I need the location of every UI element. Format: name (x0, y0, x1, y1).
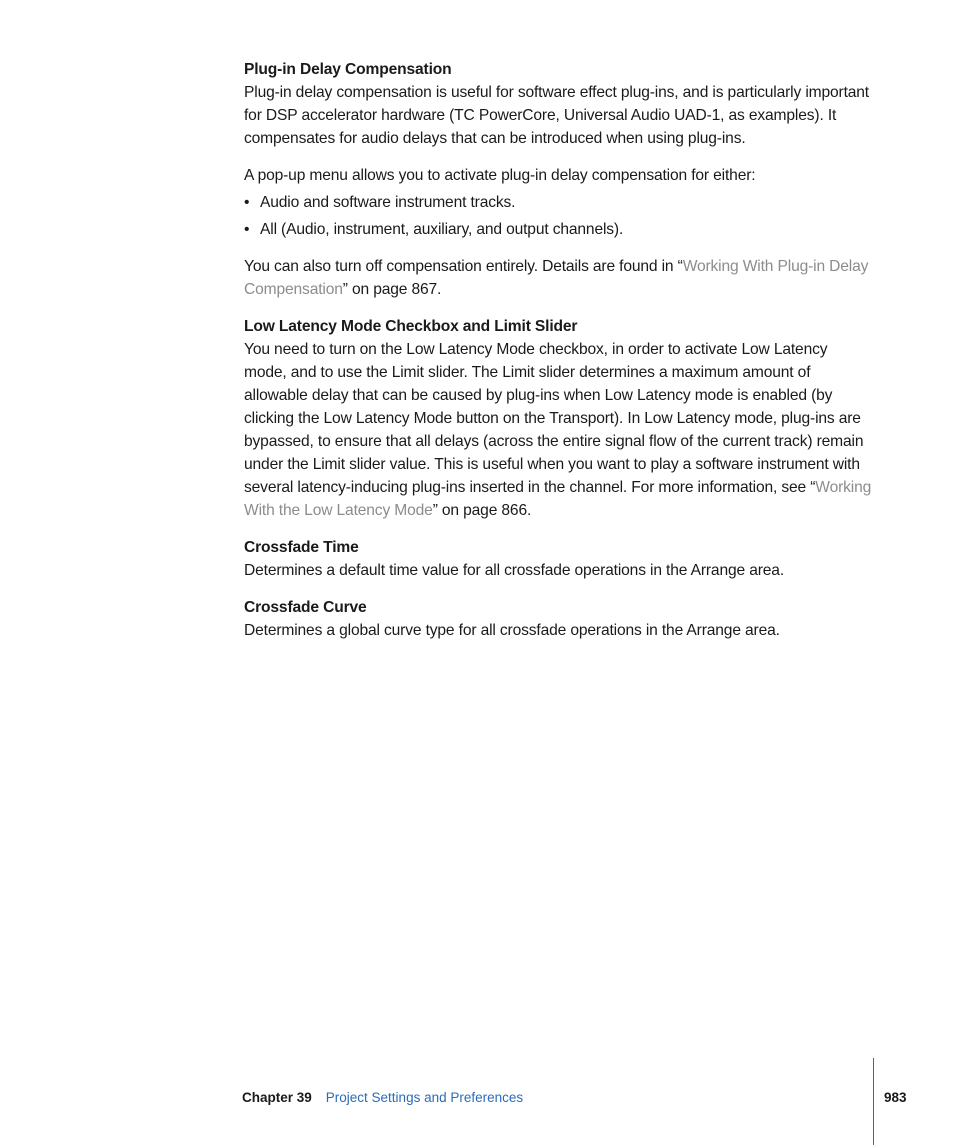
list-item-text: All (Audio, instrument, auxiliary, and output channels). (260, 221, 624, 238)
link-plugin-delay-compensation[interactable]: Working With Plug-in Delay Compensation (244, 258, 869, 298)
section-body-low-latency (244, 338, 874, 522)
section-heading-plugin-delay: Plug-in Delay Compensation (244, 61, 452, 78)
section-heading-crossfade-time: Crossfade Time (244, 539, 359, 556)
compensation-off-before: You can also turn off compensation entirely. Details are found in “ (244, 258, 683, 275)
bullet-icon: • (244, 194, 250, 211)
list-item (244, 191, 874, 214)
compensation-off-after: ” on page 867. (342, 281, 442, 298)
page-number: 983 (884, 1090, 907, 1105)
page-content (244, 58, 874, 642)
footer-chapter-title-link[interactable]: Project Settings and Preferences (325, 1090, 524, 1105)
section-body-plugin-delay: Plug-in delay compensation is useful for software effect plug-ins, and is particularly important for DSP accelerator hardware (TC PowerCore, Universal Audio UAD-1, as examples). It compensates for audio delays that can be introduced when using plug-ins. (244, 84, 869, 147)
low-latency-after: ” on page 866. (432, 502, 532, 519)
bullet-icon: • (244, 221, 250, 238)
popup-intro-text: A pop-up menu allows you to activate plug-in delay compensation for either: (244, 167, 756, 184)
list-item-text: Audio and software instrument tracks. (260, 194, 516, 211)
footer-divider (873, 1058, 874, 1145)
page-footer (242, 1089, 523, 1107)
section-body-crossfade-time: Determines a default time value for all crossfade operations in the Arrange area. (244, 562, 784, 579)
compensation-off-text (244, 255, 874, 301)
link-low-latency-mode[interactable]: Working With the Low Latency Mode (244, 479, 872, 519)
list-item (244, 218, 874, 241)
section-body-crossfade-curve: Determines a global curve type for all crossfade operations in the Arrange area. (244, 622, 780, 639)
low-latency-before: You need to turn on the Low Latency Mode checkbox, in order to activate Low Latency mode, and to use the Limit slider. The Limit slider determines a maximum amount of allowable delay that can be caused by plug-ins when Low Latency mode is enabled (by clicking the Low Latency Mode button on the Transport). In Low Latency mode, plug-ins are bypassed, to ensure that all delays (across the entire signal flow of the current track) remain under the Limit slider value. This is useful when you want to play a software instrument with several latency-inducing plug-ins inserted in the channel. For more information, see “ (244, 341, 864, 496)
footer-chapter-label: Chapter 39 (242, 1090, 312, 1105)
section-heading-crossfade-curve: Crossfade Curve (244, 599, 367, 616)
section-heading-low-latency: Low Latency Mode Checkbox and Limit Slider (244, 318, 578, 335)
